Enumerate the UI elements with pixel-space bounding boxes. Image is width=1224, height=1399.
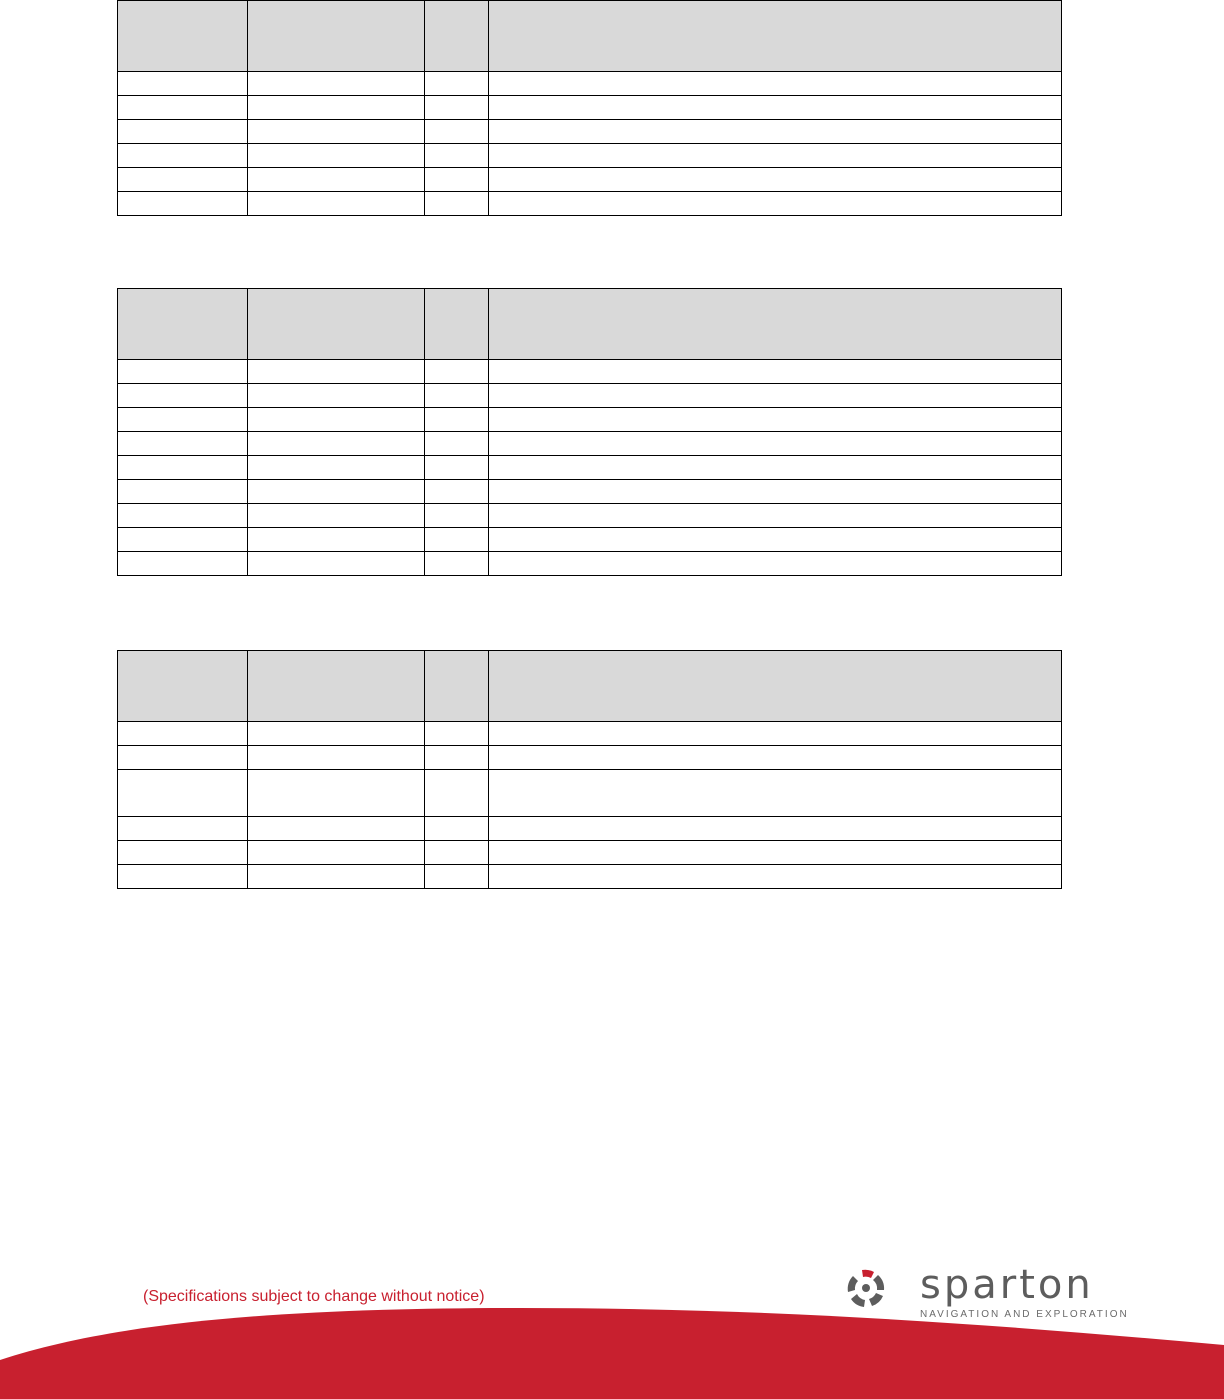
table-row (118, 552, 1062, 576)
table-cell (248, 384, 425, 408)
table-cell (118, 480, 248, 504)
table-cell (425, 120, 489, 144)
table-cell (425, 360, 489, 384)
table-cell (425, 144, 489, 168)
spec-table-2 (117, 288, 1062, 576)
table-cell (118, 408, 248, 432)
table-row (118, 408, 1062, 432)
table-cell (118, 841, 248, 865)
table-cell (118, 120, 248, 144)
table-cell (489, 120, 1062, 144)
table-cell (118, 746, 248, 770)
table-cell (489, 841, 1062, 865)
table-cell (248, 72, 425, 96)
table-cell (425, 456, 489, 480)
table-cell (248, 408, 425, 432)
table-header-row (118, 651, 1062, 722)
table-cell (248, 817, 425, 841)
table-row (118, 865, 1062, 889)
table-cell (489, 192, 1062, 216)
table-cell (425, 817, 489, 841)
table-cell (118, 817, 248, 841)
table-row (118, 144, 1062, 168)
table-row (118, 480, 1062, 504)
table-cell (425, 865, 489, 889)
table-header-row (118, 1, 1062, 72)
disclaimer-note: (Specifications subject to change without notice) (143, 1288, 485, 1305)
table-cell (118, 432, 248, 456)
table-cell (489, 722, 1062, 746)
table-cell (248, 770, 425, 817)
table-cell (248, 528, 425, 552)
table-cell (425, 192, 489, 216)
table-cell (118, 456, 248, 480)
table-cell (248, 144, 425, 168)
table-cell (425, 96, 489, 120)
table-row (118, 722, 1062, 746)
table-cell (489, 432, 1062, 456)
brand-name: sparton (920, 1262, 1094, 1308)
table-cell (118, 722, 248, 746)
table-cell (425, 722, 489, 746)
table-cell (489, 456, 1062, 480)
table-cell (425, 552, 489, 576)
table-cell (248, 552, 425, 576)
table-cell (425, 841, 489, 865)
table-row (118, 432, 1062, 456)
table-cell (248, 456, 425, 480)
table-cell (489, 528, 1062, 552)
table-cell (489, 144, 1062, 168)
table-row (118, 120, 1062, 144)
table-row (118, 72, 1062, 96)
table-cell (118, 72, 248, 96)
table-cell (248, 480, 425, 504)
table-cell (425, 432, 489, 456)
table-cell (425, 746, 489, 770)
table-cell (118, 96, 248, 120)
table-cell (248, 168, 425, 192)
table-row (118, 384, 1062, 408)
table-cell (489, 408, 1062, 432)
table-cell (489, 360, 1062, 384)
table-row (118, 504, 1062, 528)
table-row (118, 360, 1062, 384)
table-cell (425, 480, 489, 504)
spec-table-1 (117, 0, 1062, 216)
table-cell (118, 528, 248, 552)
table-cell (425, 168, 489, 192)
table-cell (248, 865, 425, 889)
table-cell (489, 770, 1062, 817)
table-cell (248, 746, 425, 770)
table-cell (248, 96, 425, 120)
table-cell (248, 360, 425, 384)
table-cell (118, 504, 248, 528)
table-cell (425, 528, 489, 552)
table-cell (248, 192, 425, 216)
table-cell (489, 552, 1062, 576)
table-cell (489, 72, 1062, 96)
table-cell (118, 360, 248, 384)
table-row (118, 528, 1062, 552)
table-cell (489, 168, 1062, 192)
table-cell (489, 504, 1062, 528)
table-cell (118, 168, 248, 192)
table-cell (425, 384, 489, 408)
brand-tagline: NAVIGATION AND EXPLORATION (920, 1309, 1129, 1320)
table-cell (489, 480, 1062, 504)
table-cell (118, 144, 248, 168)
table-cell (425, 72, 489, 96)
table-cell (489, 865, 1062, 889)
table-header-row (118, 289, 1062, 360)
table-cell (489, 96, 1062, 120)
table-cell (489, 746, 1062, 770)
table-cell (425, 408, 489, 432)
table-cell (425, 504, 489, 528)
table-cell (118, 865, 248, 889)
table-row (118, 841, 1062, 865)
table-row (118, 192, 1062, 216)
table-cell (248, 504, 425, 528)
table-cell (118, 770, 248, 817)
table-cell (248, 841, 425, 865)
table-cell (248, 722, 425, 746)
spec-table-3 (117, 650, 1062, 889)
table-cell (248, 432, 425, 456)
table-cell (118, 384, 248, 408)
table-cell (248, 120, 425, 144)
table-row (118, 168, 1062, 192)
table-cell (489, 384, 1062, 408)
table-cell (118, 192, 248, 216)
table-cell (118, 552, 248, 576)
table-cell (489, 817, 1062, 841)
table-row (118, 817, 1062, 841)
table-row (118, 96, 1062, 120)
table-row (118, 746, 1062, 770)
table-row (118, 456, 1062, 480)
table-row (118, 770, 1062, 817)
table-cell (425, 770, 489, 817)
